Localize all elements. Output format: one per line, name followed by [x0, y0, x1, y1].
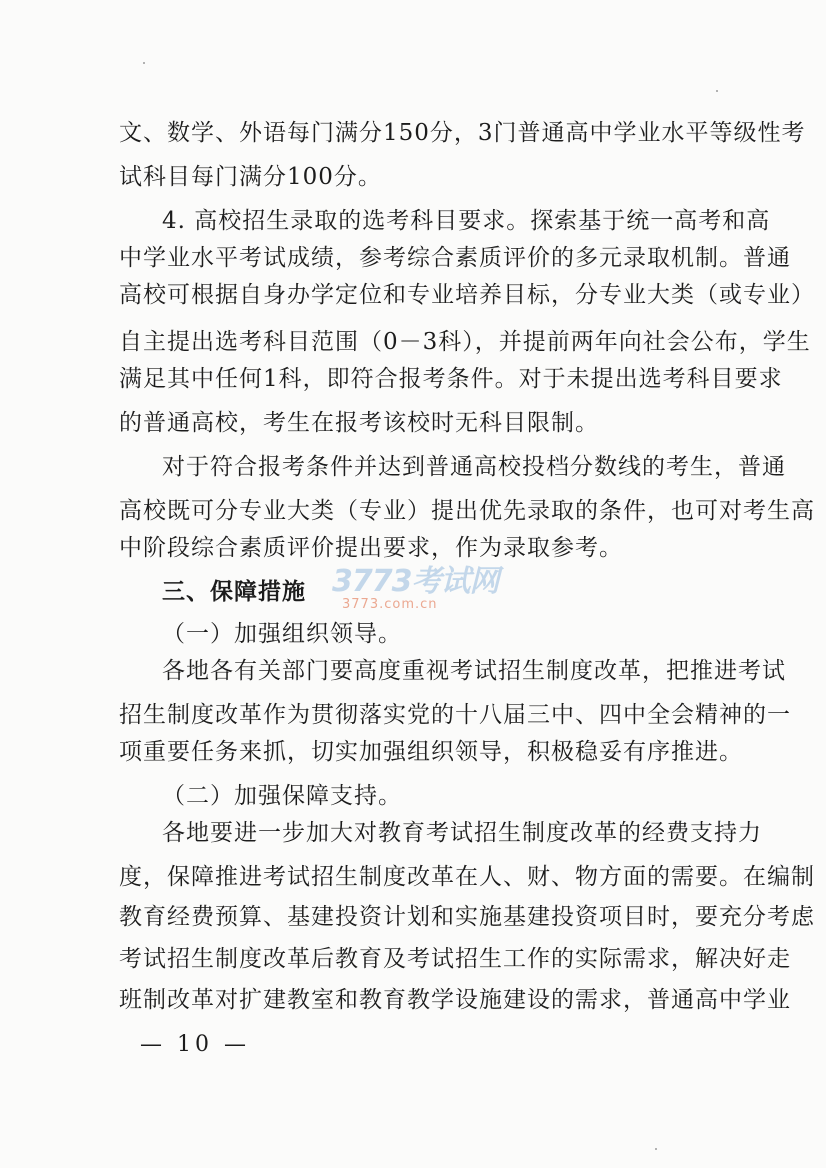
scan-speck: [143, 62, 145, 64]
page-number: — 10 —: [140, 1032, 250, 1057]
text-line: 中阶段综合素质评价提出要求，作为录取参考。: [119, 535, 623, 561]
text-line: 的普通高校，考生在报考该校时无科目限制。: [119, 410, 599, 436]
text-line: 教育经费预算、基建投资计划和实施基建投资项目时，要充分考虑: [119, 904, 815, 930]
text-line: 各地各有关部门要高度重视考试招生制度改革，把推进考试: [162, 658, 786, 684]
scan-speck: [716, 90, 718, 92]
watermark-sub-text: 3773.com.cn: [342, 597, 438, 612]
scan-speck: [655, 1148, 657, 1150]
text-line: 对于符合报考条件并达到普通高校投档分数线的考生，普通: [162, 454, 786, 480]
watermark-logo: [332, 566, 502, 622]
text-line: 自主提出选考科目范围（0－3科），并提前两年向社会公布，学生: [119, 329, 811, 355]
watermark-main-text: 3773考试网: [332, 564, 499, 599]
text-line: 班制改革对扩建教室和教育教学设施建设的需求，普通高中学业: [119, 987, 791, 1013]
text-line: 度，保障推进考试招生制度改革在人、财、物方面的需要。在编制: [119, 864, 815, 890]
text-line: 高校既可分专业大类（专业）提出优先录取的条件，也可对考生高: [119, 498, 815, 524]
text-line: 项重要任务来抓，切实加强组织领导，积极稳妥有序推进。: [119, 739, 743, 765]
section-heading: 三、保障措施: [162, 579, 306, 605]
text-line: 4. 高校招生录取的选考科目要求。探索基于统一高考和高: [162, 208, 771, 234]
text-line: 中学业水平考试成绩，参考综合素质评价的多元录取机制。普通: [119, 245, 791, 271]
text-line: 高校可根据自身办学定位和专业培养目标，分专业大类（或专业）: [119, 282, 815, 308]
text-line: 文、数学、外语每门满分150分，3门普通高中学业水平等级性考: [119, 120, 806, 146]
text-line: 满足其中任何1科，即符合报考条件。对于未提出选考科目要求: [119, 366, 783, 392]
subsection-title: （一）加强组织领导。: [162, 621, 402, 647]
subsection-title: （二）加强保障支持。: [162, 783, 402, 809]
text-line: 招生制度改革作为贯彻落实党的十八届三中、四中全会精神的一: [119, 702, 791, 728]
text-line: 考试招生制度改革后教育及考试招生工作的实际需求，解决好走: [119, 946, 791, 972]
text-line: 各地要进一步加大对教育考试招生制度改革的经费支持力: [162, 820, 762, 846]
text-line: 试科目每门满分100分。: [119, 164, 382, 190]
